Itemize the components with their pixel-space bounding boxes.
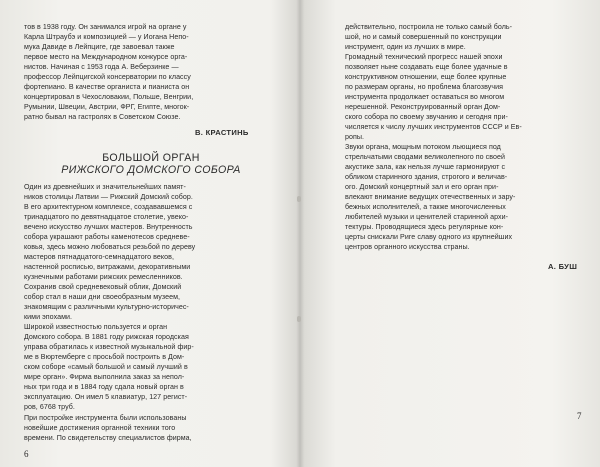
article-title-line1: БОЛЬШОЙ ОРГАН [102,152,200,164]
text-line: инструмента продолжает оставаться во многом [345,92,505,101]
text-line: бежных исполнителей, а также многочисленных [345,202,506,211]
text-line: собора украшают работы каменотесов средневе- [24,232,190,241]
text-line: ратно бывал на гастролях в Советском Союзе. [24,112,181,121]
text-line: тектуры. Проводящиеся здесь регулярные кон- [345,222,504,231]
text-line: инструмент, один из лучших в мире. [345,42,466,51]
text-line: Домского собора. В 1881 году рижская городская [24,332,189,341]
text-line: числяется к числу лучших инструментов СССР и Ев- [345,122,522,131]
text-line: мире орган». Фирма выполнила заказ за непол- [24,372,185,381]
text-line: ров, 6768 труб. [24,402,75,411]
paragraph-1 [24,183,277,283]
article-title [41,152,261,176]
text-line: позволяет ныне создавать еще более удачные в [345,62,508,71]
text-line: ных три года и в 1884 году сдала новый орган в [24,382,184,391]
article-title-line2: РИЖСКОГО ДОМСКОГО СОБОРА [61,164,241,176]
paragraph-3 [24,323,277,413]
text-line: кими эпохами. [24,312,73,321]
text-line: вечено искусство лучших мастеров. Внутренность [24,222,193,231]
text-line: нистов. Начиная с 1953 года А. Веберзинке — [24,62,179,71]
text-line: нерешенной. Реконструированный орган Дом- [345,102,501,111]
paragraph-2 [345,53,583,143]
author-signature: А. БУШ [548,262,578,271]
text-line: акустике зала, как нельзя лучше гармонируют с [345,162,506,171]
page-number: 7 [577,411,582,421]
text-line: эксплуатацию. Он имел 5 клавиатур, 127 регист- [24,392,188,401]
text-line: Один из древнейших и значительнейших памят- [24,183,186,191]
text-line: Румынии, Швеции, Австрии, ФРГ, Египте, многок- [24,102,190,111]
text-line: При постройке инструмента были использованы [24,414,187,422]
text-line: Широкой известностью пользуется и орган [24,323,168,331]
text-line: фортепиано. В качестве органиста и пианиста он [24,82,190,91]
text-line: ников столицы Латвии — Рижский Домский собор. [24,192,193,201]
text-line: новейшие достижения органной техники того [24,423,176,432]
text-line: тринадцатого по девятнадцатое столетие, увеко- [24,212,189,221]
text-line: тов в 1938 году. Он занимался игрой на органе у [24,23,187,31]
text-line: действительно, построила не только самый боль- [345,23,513,31]
page-number: 6 [24,449,29,459]
text-line: центров органного искусства страны. [345,242,470,251]
text-line: ропы. [345,132,365,141]
text-line: любителей музыки и ценителей старинной архи- [345,212,509,221]
text-line: ского собора по своему звучанию и сегодня при- [345,112,508,121]
paragraph-3 [345,143,583,252]
paragraph-4 [24,414,277,444]
text-line: по размерам органы, но проблема благозвучия [345,82,503,91]
text-line: знакомящим с различными культурно-историчес- [24,302,189,311]
text-line: Громадный технический прогресс нашей эпохи [345,53,503,61]
text-line: ковья, здесь можно любоваться резьбой по дереву [24,242,196,251]
right-page [300,0,600,467]
text-line: Звуки органа, мощным потоком льющиеся под [345,143,501,151]
text-line: кузнечными работами рижских ремесленников. [24,272,183,281]
text-line: ме в Вюртемберге с просьбой построить в Дом- [24,352,185,361]
paragraph-1 [345,23,583,53]
text-line: ском соборе «самый большой и самый лучший в [24,362,188,371]
text-line: времени. По свидетельству специалистов фирма, [24,433,192,442]
text-line: конструктивном отношении, еще более крупные [345,72,507,81]
intro-paragraph [24,23,277,123]
text-line: В его архитектурном комплексе, создававшемся с [24,202,193,211]
text-line: концертировал в Чехословакии, Польше, Венгрии, [24,92,194,101]
text-line: первое место на Международном конкурсе орга- [24,52,188,61]
text-line: ого. Домский концертный зал и его орган при- [345,182,499,191]
text-line: собор стал в наши дни своеобразным музеем, [24,292,181,301]
text-line: обликом старинного здания, строгого и величав- [345,172,508,181]
text-line: настенной росписью, витражами, декоративными [24,262,191,271]
text-line: Сохранив свой средневековый облик, Домский [24,283,182,291]
text-line: влекают внимание ведущих отечественных и зару- [345,192,516,201]
text-line: Карла Штраубэ и композицией — у Иогана Непо- [24,32,189,41]
paragraph-2 [24,283,277,323]
author-signature: В. КРАСТИНЬ [195,128,249,137]
text-line: мука Давиде в Лейпциге, где завоевал также [24,42,175,51]
text-line: церты снискали Риге славу одного из крупнейших [345,232,513,241]
text-line: мастеров пятнадцатого-семнадцатого веков, [24,252,174,261]
text-line: профессор Лейпцигской консерватории по классу [24,72,191,81]
text-line: шой, но и самый совершенный по конструкции [345,32,502,41]
text-line: стрельчатыми сводами великолепного по своей [345,152,505,161]
text-line: управа обратилась к известной музыкальной фир- [24,342,194,351]
